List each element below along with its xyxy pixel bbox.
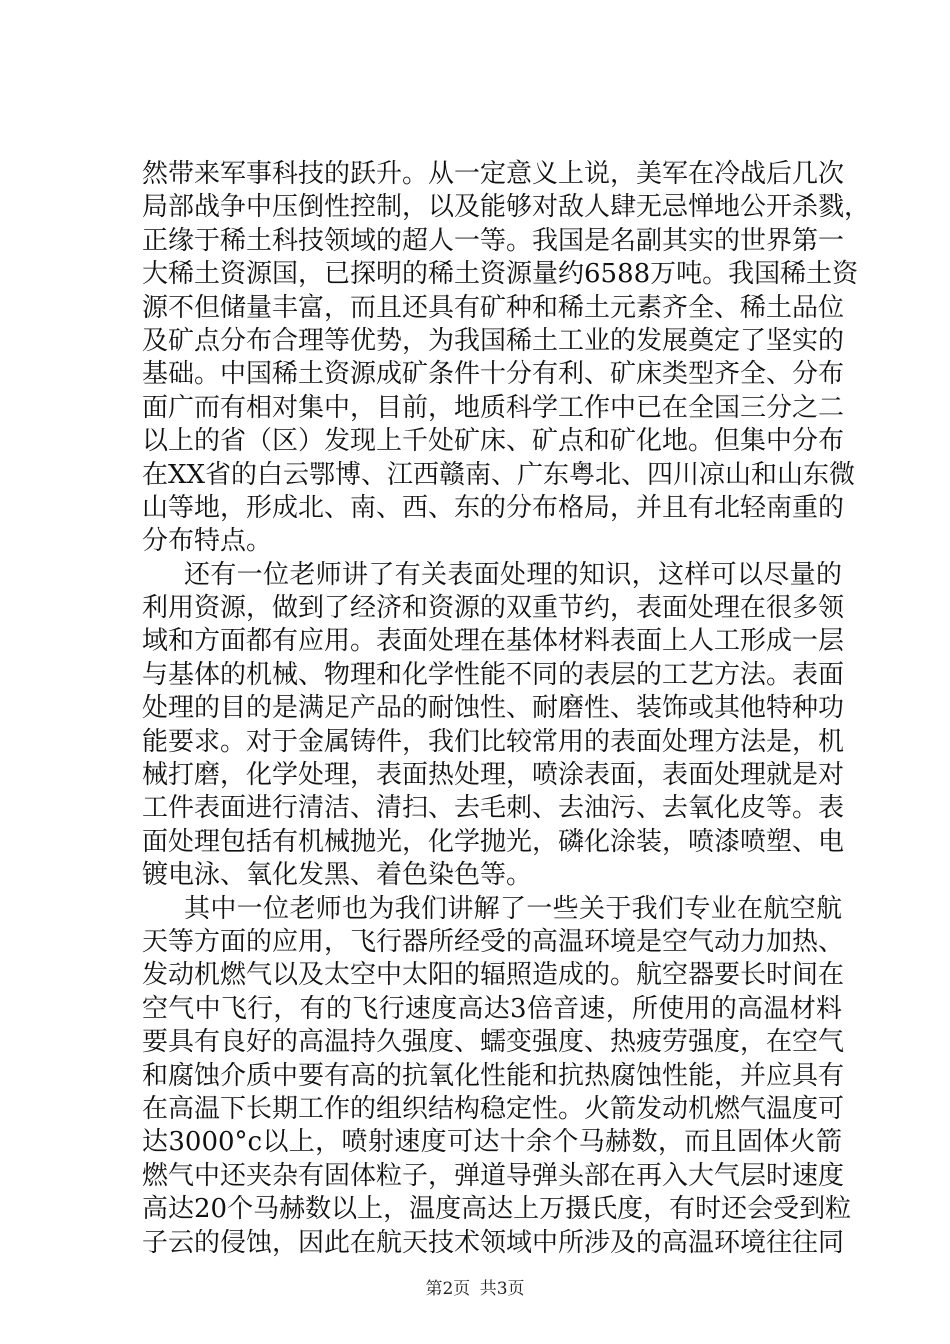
text-line: 还有一位老师讲了有关表面处理的知识，这样可以尽量的: [184, 559, 842, 590]
text-line: 利用资源，做到了经济和资源的双重节约，表面处理在很多领: [142, 593, 845, 624]
text-line: 山等地，形成北、南、西、东的分布格局，并且有北轻南重的: [142, 492, 845, 523]
text-line: 在XX省的白云鄂博、江西赣南、广东粤北、四川凉山和山东微: [142, 459, 856, 490]
body-text: [142, 158, 871, 1260]
text-line: 在高温下长期工作的组织结构稳定性。火箭发动机燃气温度可: [142, 1093, 845, 1124]
text-line: 处理的目的是满足产品的耐蚀性、耐磨性、装饰或其他特种功: [142, 693, 845, 724]
text-line: 和腐蚀介质中要有高的抗氧化性能和抗热腐蚀性能，并应具有: [142, 1060, 845, 1091]
text-line: 燃气中还夹杂有固体粒子，弹道导弹头部在再入大气层时速度: [142, 1160, 845, 1191]
text-line: 局部战争中压倒性控制，以及能够对敌人肆无忌惮地公开杀戮，: [142, 192, 871, 223]
text-line: 工件表面进行清洁、清扫、去毛刺、去油污、去氧化皮等。表: [142, 793, 845, 824]
page-total: 共3页: [479, 1279, 525, 1299]
text-line: 子云的侵蚀，因此在航天技术领域中所涉及的高温环境往往同: [142, 1227, 845, 1258]
text-line: 以上的省（区）发现上千处矿床、矿点和矿化地。但集中分布: [142, 426, 845, 457]
text-line: 域和方面都有应用。表面处理在基体材料表面上人工形成一层: [142, 626, 845, 657]
text-line: 及矿点分布合理等优势，为我国稀土工业的发展奠定了坚实的: [142, 325, 845, 356]
text-line: 能要求。对于金属铸件，我们比较常用的表面处理方法是，机: [142, 726, 845, 757]
text-line: 正缘于稀土科技领域的超人一等。我国是名副其实的世界第一: [142, 225, 845, 256]
text-line: 分布特点。: [142, 526, 273, 557]
text-line: 达3000°c以上，喷射速度可达十余个马赫数，而且固体火箭: [142, 1127, 842, 1158]
text-line: 面处理包括有机械抛光，化学抛光，磷化涂装，喷漆喷塑、电: [142, 826, 845, 857]
text-line: 源不但储量丰富，而且还具有矿种和稀土元素齐全、稀土品位: [142, 292, 845, 323]
text-line: 高达20个马赫数以上，温度高达上万摄氏度，有时还会受到粒: [142, 1194, 852, 1225]
text-line: 发动机燃气以及太空中太阳的辐照造成的。航空器要长时间在: [142, 960, 845, 991]
text-line: 空气中飞行，有的飞行速度高达3倍音速，所使用的高温材料: [142, 993, 842, 1024]
text-line: 械打磨，化学处理，表面热处理，喷涂表面，表面处理就是对: [142, 760, 845, 791]
text-line: 要具有良好的高温持久强度、蠕变强度、热疲劳强度，在空气: [142, 1027, 845, 1058]
text-line: 天等方面的应用，飞行器所经受的高温环境是空气动力加热、: [142, 926, 845, 957]
text-line: 基础。中国稀土资源成矿条件十分有利、矿床类型齐全、分布: [142, 359, 845, 390]
text-line: 然带来军事科技的跃升。从一定意义上说，美军在冷战后几次: [142, 159, 845, 189]
text-line: 与基体的机械、物理和化学性能不同的表层的工艺方法。表面: [142, 659, 845, 690]
text-line: 大稀土资源国，已探明的稀土资源量约6588万吨。我国稀土资: [142, 259, 859, 290]
text-line: 镀电泳、氧化发黑、着色染色等。: [142, 860, 533, 891]
page-number: 第2页: [425, 1279, 471, 1299]
text-line: 面广而有相对集中，目前，地质科学工作中已在全国三分之二: [142, 392, 845, 423]
text-line: 其中一位老师也为我们讲解了一些关于我们专业在航空航: [184, 893, 842, 924]
page-footer: [0, 1274, 950, 1299]
